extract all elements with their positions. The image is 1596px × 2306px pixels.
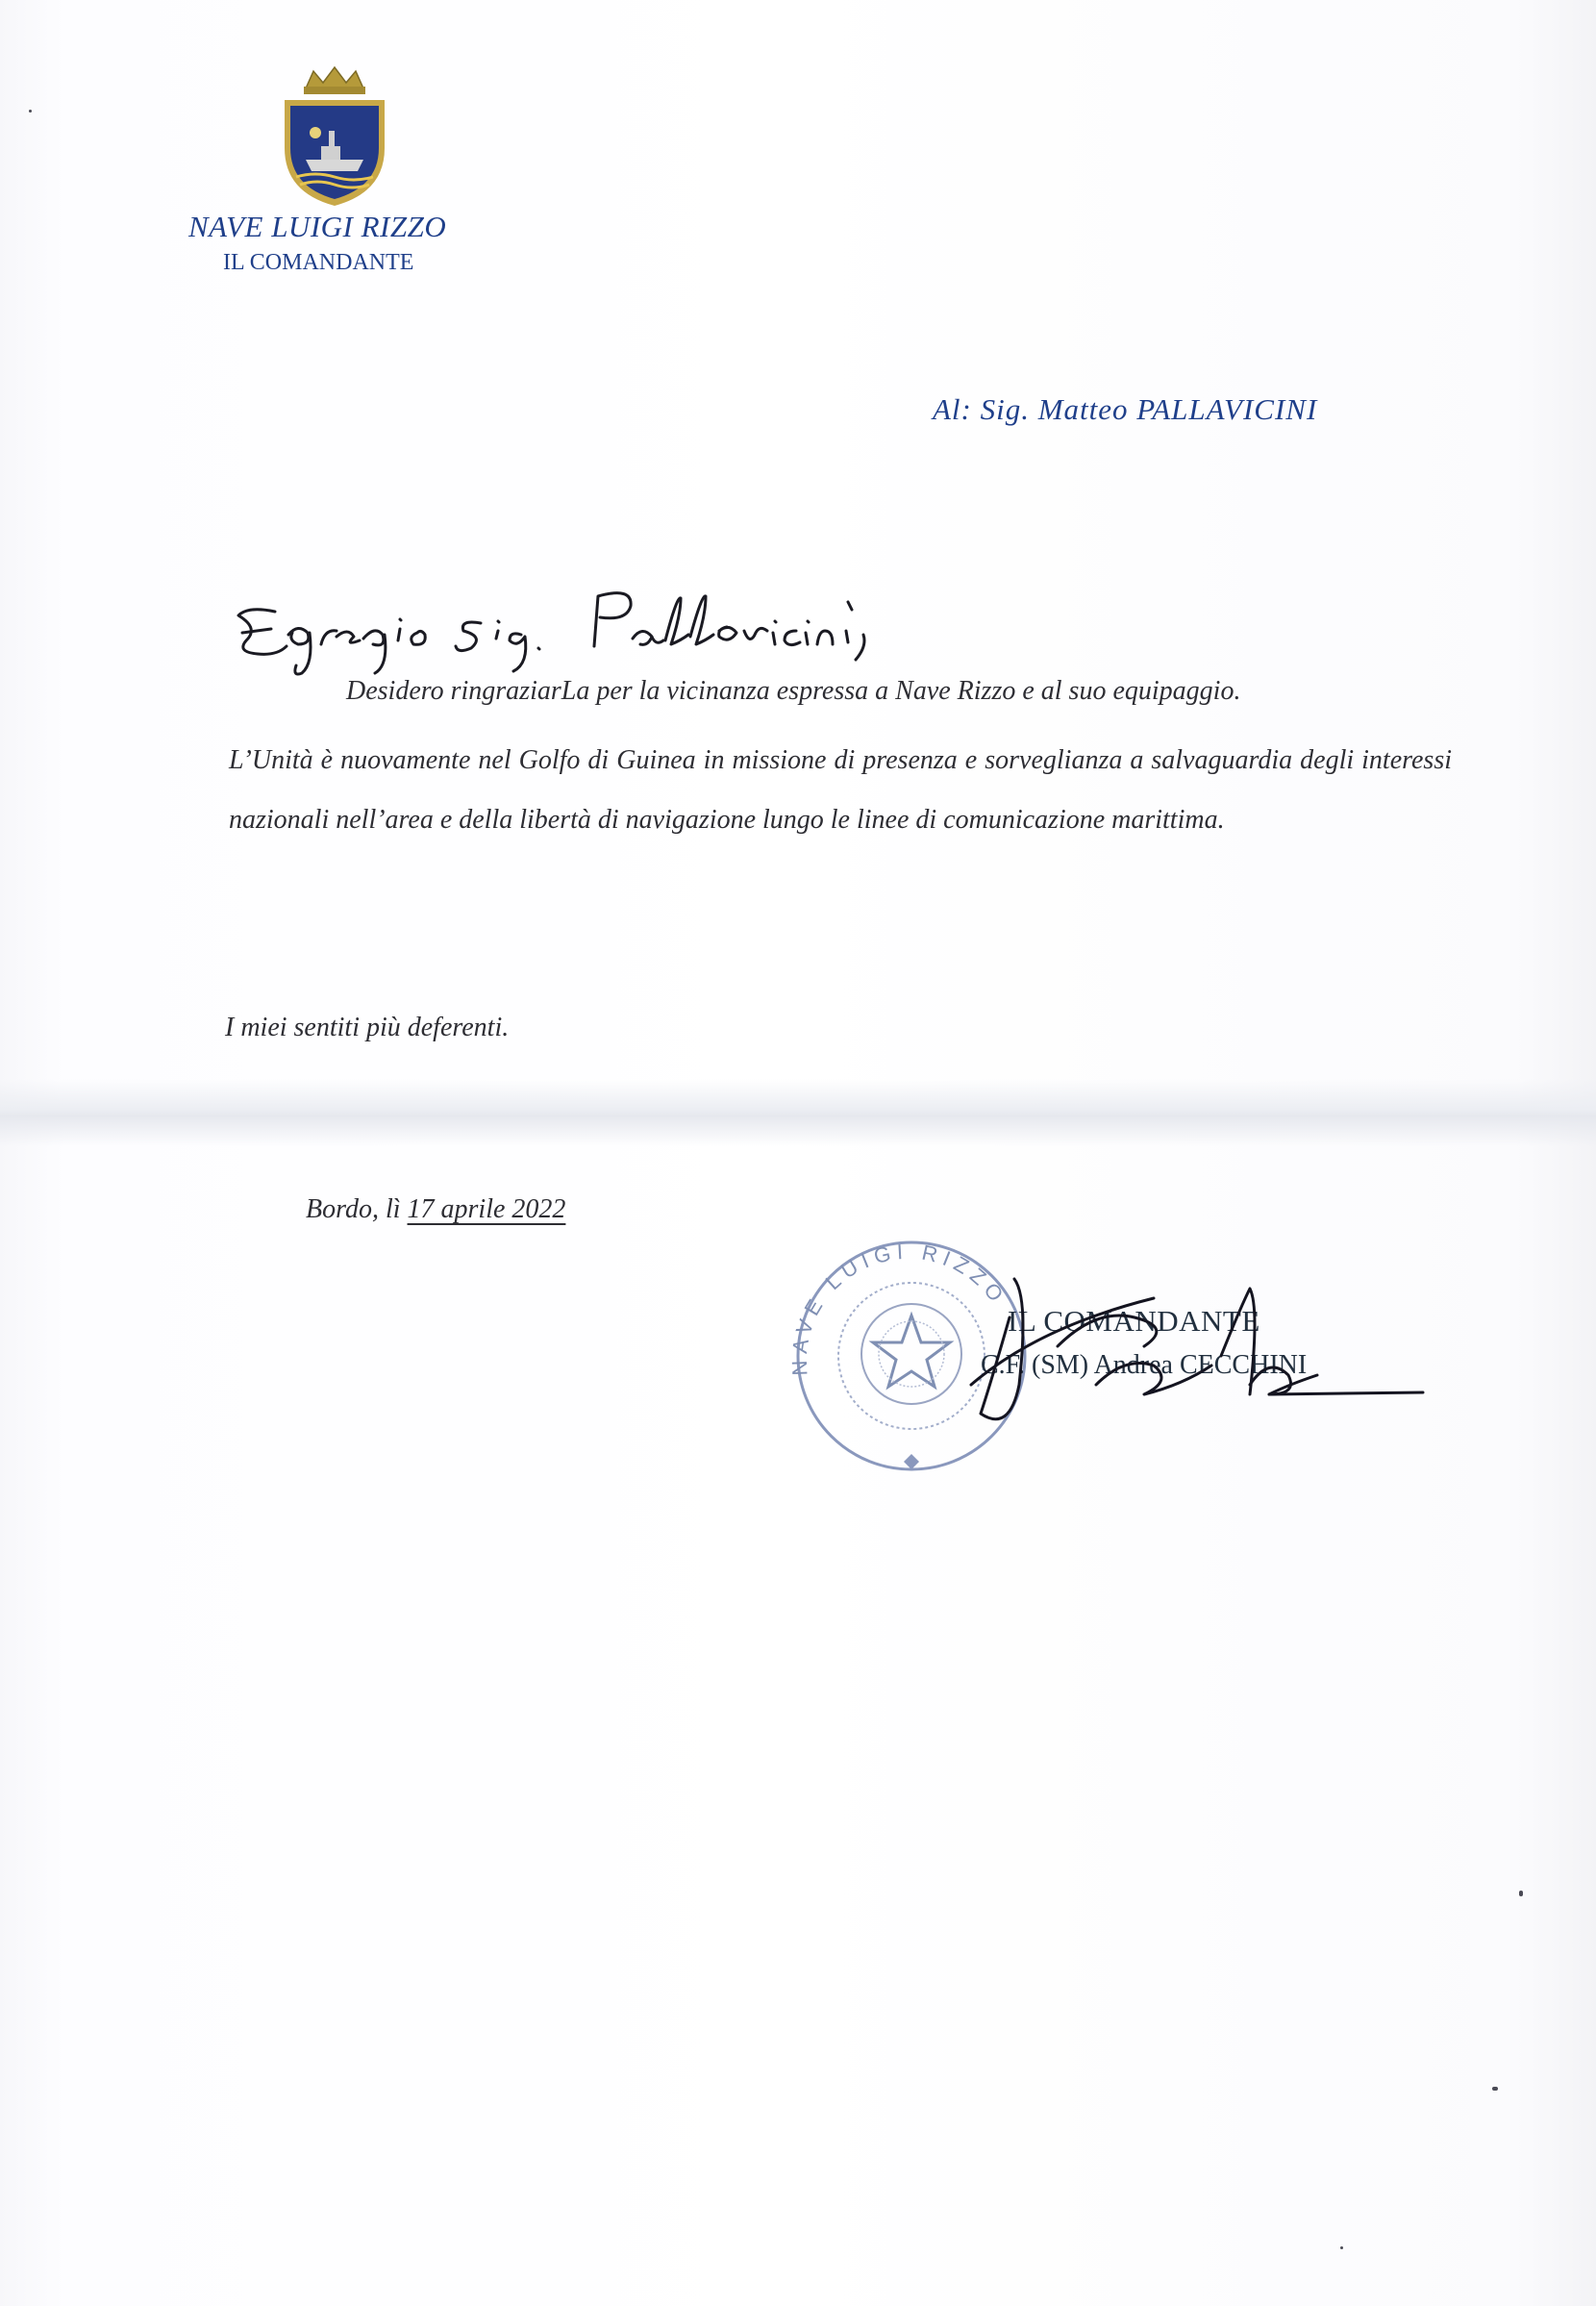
signatory-name: C.F. (SM) Andrea CECCHINI <box>981 1350 1308 1380</box>
place-text: Bordo, lì <box>306 1194 408 1224</box>
recipient-line: Al: Sig. Matteo PALLAVICINI <box>933 392 1318 426</box>
scan-speck <box>1492 2087 1498 2091</box>
closing-line: I miei sentiti più deferenti. <box>225 1013 510 1042</box>
stamp-text: NAVE LUIGI RIZZO <box>786 1239 1012 1376</box>
handwritten-signature <box>904 1241 1442 1462</box>
place-date-line <box>306 1194 565 1225</box>
ship-crest-icon <box>267 60 402 210</box>
paper-fold-crease <box>0 1079 1596 1146</box>
scan-speck <box>29 110 32 113</box>
scan-speck <box>1340 2246 1343 2249</box>
body-paragraph-thanks: Desidero ringraziarLa per la vicinanza espressa a Nave Rizzo e al suo equipaggio. <box>346 676 1241 706</box>
date-text: 17 aprile 2022 <box>407 1194 566 1224</box>
scan-speck <box>1519 1891 1523 1896</box>
body-paragraph-mission: L’Unità è nuovamente nel Golfo di Guinea in missione di presenza e sorveglianza a salvaguardia degli interessi nazionali nell’area e della libertà di navigazione lungo le linee di comunicazione marittima. <box>229 745 1452 835</box>
signatory-title: IL COMANDANTE <box>1008 1304 1260 1338</box>
letterhead-role: IL COMANDANTE <box>223 250 414 275</box>
letterhead-ship-name: NAVE LUIGI RIZZO <box>188 210 447 243</box>
